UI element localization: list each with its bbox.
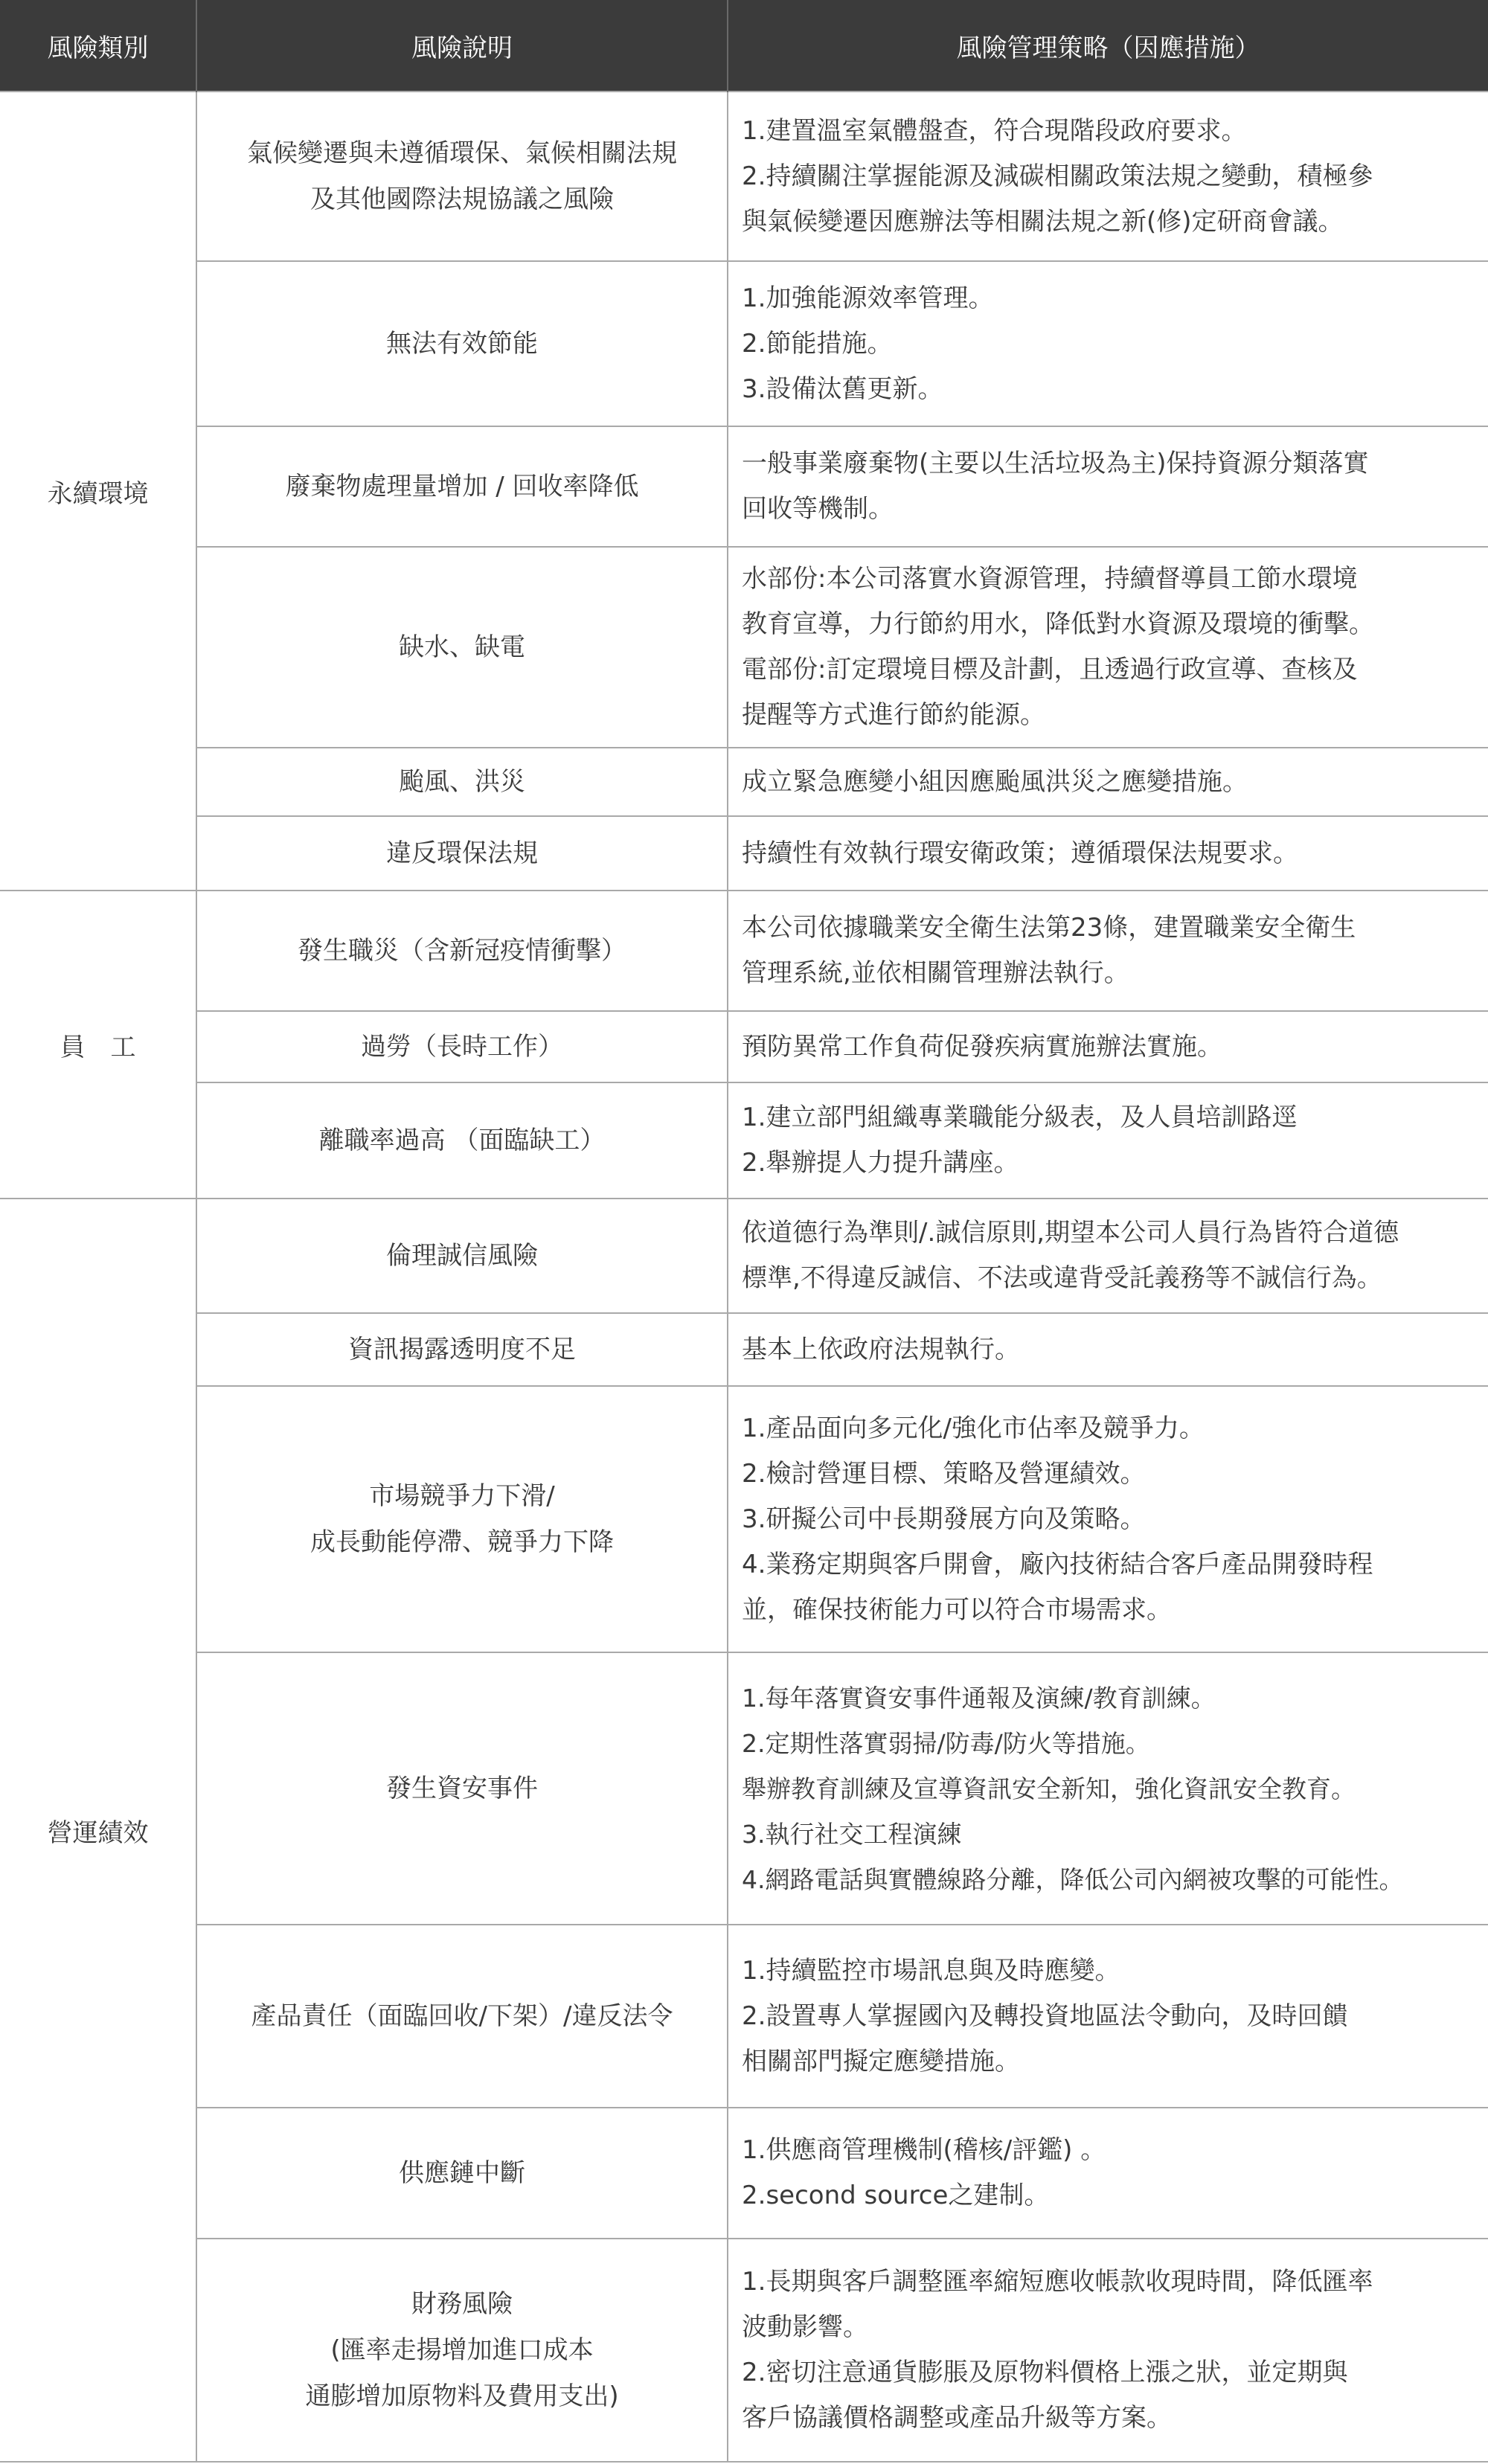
strategy-cell: 依道德行為準則/.誠信原則,期望本公司人員行為皆符合道德 標準,不得違反誠信、不法或違背受託義務等不誠信行為。 [728,1199,1488,1313]
table-row [0,1386,1488,1652]
category-sustainability: 永續環境 [0,92,196,891]
table-row [0,816,1488,891]
table-row [0,1011,1488,1082]
risk-cell: 財務風險 (匯率走揚增加進口成本 通膨增加原物料及費用支出) [196,2239,728,2462]
table-row [0,1082,1488,1199]
table-row [0,1199,1488,1313]
risk-cell: 氣候變遷與未遵循環保、氣候相關法規 及其他國際法規協議之風險 [196,92,728,261]
strategy-cell: 基本上依政府法規執行。 [728,1313,1488,1386]
risk-cell: 廢棄物處理量增加 / 回收率降低 [196,426,728,547]
table-row [0,2239,1488,2462]
table-row [0,1652,1488,1925]
strategy-cell: 1.持續監控市場訊息與及時應變。 2.設置專人掌握國內及轉投資地區法令動向，及時回饋 相關部門擬定應變措施。 [728,1925,1488,2108]
risk-cell: 發生職災（含新冠疫情衝擊） [196,891,728,1011]
risk-cell: 離職率過高 （面臨缺工） [196,1082,728,1199]
risk-cell: 發生資安事件 [196,1652,728,1925]
strategy-cell: 水部份:本公司落實水資源管理，持續督導員工節水環境 教育宣導，力行節約用水，降低對水資源及環境的衝擊。 電部份:訂定環境目標及計劃，且透過行政宣導、查核及 提醒等方式進行節約能源。 [728,547,1488,748]
table-row [0,1925,1488,2108]
risk-cell: 供應鏈中斷 [196,2108,728,2239]
risk-cell: 倫理誠信風險 [196,1199,728,1313]
strategy-cell: 成立緊急應變小組因應颱風洪災之應變措施。 [728,748,1488,816]
strategy-cell: 1.長期與客戶調整匯率縮短應收帳款收現時間，降低匯率 波動影響。 2.密切注意通貨膨脹及原物料價格上漲之狀，並定期與 客戶協議價格調整或產品升級等方案。 [728,2239,1488,2462]
strategy-cell: 1.建立部門組織專業職能分級表，及人員培訓路逕 2.舉辦提人力提升講座。 [728,1082,1488,1199]
risk-cell: 無法有效節能 [196,261,728,426]
table-row [0,1313,1488,1386]
table-row [0,891,1488,1011]
table-row [0,2108,1488,2239]
risk-cell: 颱風、洪災 [196,748,728,816]
table-row [0,426,1488,547]
table-row [0,547,1488,748]
strategy-cell: 1.加強能源效率管理。 2.節能措施。 3.設備汰舊更新。 [728,261,1488,426]
strategy-cell: 一般事業廢棄物(主要以生活垃圾為主)保持資源分類落實 回收等機制。 [728,426,1488,547]
header-risk-category: 風險類別 [0,0,196,92]
category-employee: 員 工 [0,891,196,1199]
table-header-row [0,0,1488,92]
strategy-cell: 本公司依據職業安全衛生法第23條，建置職業安全衛生 管理系統,並依相關管理辦法執行。 [728,891,1488,1011]
risk-cell: 產品責任（面臨回收/下架）/違反法令 [196,1925,728,2108]
strategy-cell: 1.產品面向多元化/強化市佔率及競爭力。 2.檢討營運目標、策略及營運績效。 3.研擬公司中長期發展方向及策略。 4.業務定期與客戶開會，廠內技術結合客戶產品開發時程 並，確保技術能力可以符合市場需求。 [728,1386,1488,1652]
risk-cell: 缺水、缺電 [196,547,728,748]
risk-cell: 市場競爭力下滑/ 成長動能停滯、競爭力下降 [196,1386,728,1652]
risk-cell: 過勞（長時工作） [196,1011,728,1082]
risk-cell: 資訊揭露透明度不足 [196,1313,728,1386]
table-row [0,92,1488,261]
strategy-cell: 1.供應商管理機制(稽核/評鑑) 。 2.second source之建制。 [728,2108,1488,2239]
strategy-cell: 持續性有效執行環安衛政策；遵循環保法規要求。 [728,816,1488,891]
strategy-cell: 1.建置溫室氣體盤查，符合現階段政府要求。 2.持續關注掌握能源及減碳相關政策法規之變動，積極參 與氣候變遷因應辦法等相關法規之新(修)定研商會議。 [728,92,1488,261]
table-row [0,261,1488,426]
risk-cell: 違反環保法規 [196,816,728,891]
strategy-cell: 預防異常工作負荷促發疾病實施辦法實施。 [728,1011,1488,1082]
category-operations: 營運績效 [0,1199,196,2462]
table-row [0,748,1488,816]
header-risk-description: 風險說明 [196,0,728,92]
strategy-cell: 1.每年落實資安事件通報及演練/教育訓練。 2.定期性落實弱掃/防毒/防火等措施。 舉辦教育訓練及宣導資訊安全新知，強化資訊安全教育。 3.執行社交工程演練 4.網路電話與實體線路分離，降低公司內網被攻擊的可能性。 [728,1652,1488,1925]
header-risk-strategy: 風險管理策略（因應措施） [728,0,1488,92]
